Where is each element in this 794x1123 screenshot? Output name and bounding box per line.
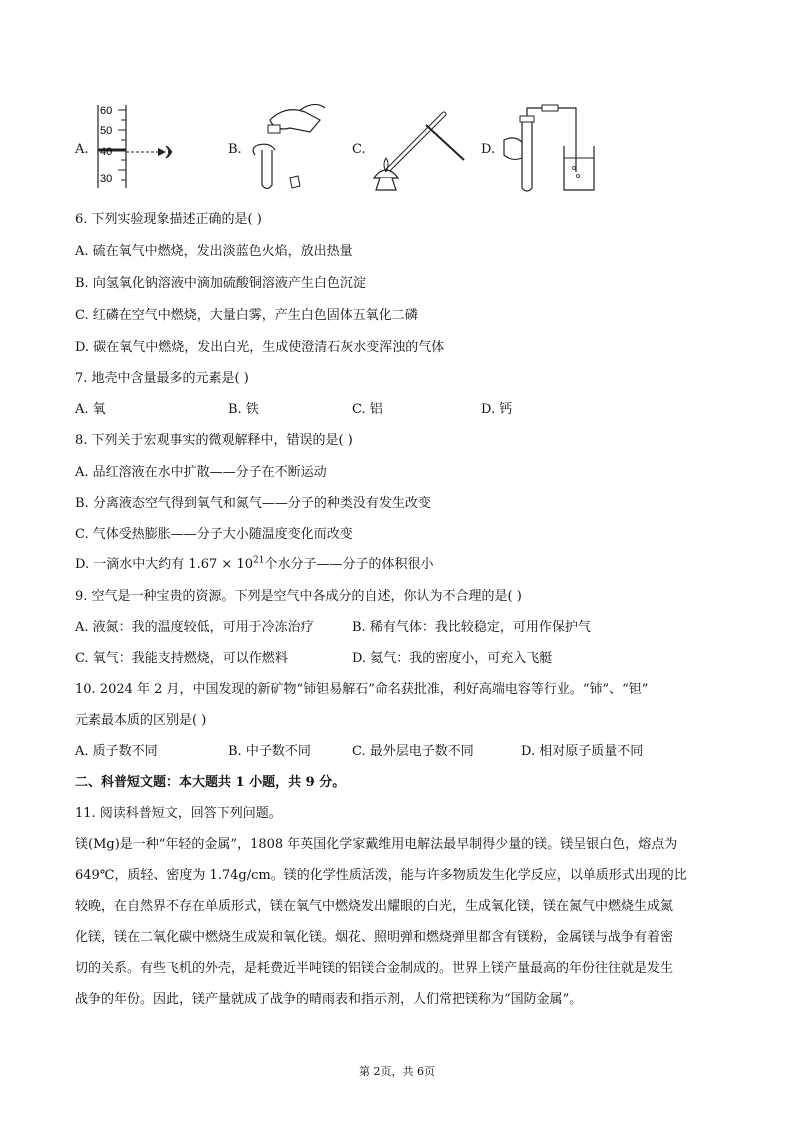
airtightness-check-figure [494,100,604,195]
heating-test-tube-figure [366,100,466,195]
q10-option-a: A. 质子数不同 [75,744,158,759]
cylinder-tick-40: 40 [100,146,113,158]
q7-stem: 7. 地壳中含量最多的元素是( ) [75,371,249,386]
q10-stem-line2: 元素最本质的区别是( ) [75,713,207,728]
q8-option-d-exponent: 21 [253,555,265,566]
figure-d-label: D. [481,142,496,157]
q6-option-b: B. 向氢氧化钠溶液中滴加硫酸铜溶液产生白色沉淀 [75,276,366,291]
section-heading: 二、科普短文题：本大题共 1 小题，共 9 分。 [75,775,346,790]
q9-option-b: B. 稀有气体：我比较稳定，可用作保护气 [352,620,591,635]
q8-option-b: B. 分离液态空气得到氧气和氮气——分子的种类没有发生改变 [75,496,431,511]
q11-stem: 11. 阅读科普短文，回答下列问题。 [75,806,282,821]
q7-option-d: D. 钙 [481,402,513,417]
q9-stem: 9. 空气是一种宝贵的资源。下列是空气中各成分的自述，你认为不合理的是( ) [75,589,522,604]
cylinder-tick-60: 60 [100,105,113,117]
q8-option-d-tail: 个水分子——分子的体积很小 [264,557,434,572]
q10-option-b: B. 中子数不同 [228,744,311,759]
q6-option-c: C. 红磷在空气中燃烧，大量白雾，产生白色固体五氧化二磷 [75,308,418,323]
q8-option-d-text: D. 一滴水中大约有 1.67 × 10 [75,557,254,572]
figure-c-label: C. [352,142,366,157]
experiment-figures [0,100,794,200]
q6-option-d: D. 碳在氧气中燃烧，发出白光，生成使澄清石灰水变浑浊的气体 [75,340,445,355]
q10-stem-line1: 10. 2024 年 2 月，中国发现的新矿物“铈钽易解石”命名获批准，利好高端电容等行业。“铈”、“钽” [75,682,649,697]
q11-passage-line2: 649℃，质轻、密度为 1.74g/cm。镁的化学性质活泼，能与许多物质发生化学反应，以单质形式出现的比 [75,868,687,883]
q9-option-c: C. 氧气：我能支持燃烧，可以作燃料 [75,651,288,666]
figure-b-label: B. [228,142,242,157]
q6-option-a: A. 硫在氧气中燃烧，发出淡蓝色火焰，放出热量 [75,244,353,259]
q7-option-c: C. 铝 [352,402,383,417]
q10-option-c: C. 最外层电子数不同 [352,744,474,759]
q11-passage-line5: 切的关系。有些飞机的外壳，是耗费近半吨镁的铝镁合金制成的。世界上镁产量最高的年份往往就是发生 [75,961,674,976]
cylinder-tick-50: 50 [100,125,113,137]
q7-option-b: B. 铁 [228,402,259,417]
page-footer: 第 2页，共 6页 [359,1065,435,1078]
q11-passage-line6: 战争的年份。因此，镁产量就成了战争的晴雨表和指示剂，人们常把镁称为“国防金属”。 [75,992,583,1007]
cylinder-tick-30: 30 [100,173,113,185]
q7-option-a: A. 氧 [75,402,106,417]
q11-passage-line3: 较晚，在自然界不存在单质形式，镁在氧气中燃烧发出耀眼的白光，生成氧化镁，镁在氮气中燃烧生成氮 [75,899,674,914]
q9-option-d: D. 氦气：我的密度小，可充入飞艇 [352,651,553,666]
q8-stem: 8. 下列关于宏观事实的微观解释中，错误的是( ) [75,433,353,448]
figure-a-label: A. [75,142,89,157]
q11-passage-line4: 化镁，镁在二氧化碳中燃烧生成炭和氧化镁。烟花、照明弹和燃烧弹里都含有镁粉，金属镁与战争有着密 [75,930,674,945]
q9-option-a: A. 液氮：我的温度较低，可用于冷冻治疗 [75,620,314,635]
q6-stem: 6. 下列实验现象描述正确的是( ) [75,212,262,227]
q8-option-a: A. 品红溶液在水中扩散——分子在不断运动 [75,465,327,480]
q8-option-c: C. 气体受热膨胀——分子大小随温度变化而改变 [75,527,353,542]
q10-option-d: D. 相对原子质量不同 [521,744,644,759]
q8-option-d [75,553,433,572]
pouring-liquid-figure [240,100,340,195]
q11-passage-line1: 镁(Mg)是一种“年轻的金属”，1808 年英国化学家戴维用电解法最早制得少量的镁。镁呈银白色，熔点为 [75,837,678,852]
graduated-cylinder-reading-figure [88,100,188,190]
